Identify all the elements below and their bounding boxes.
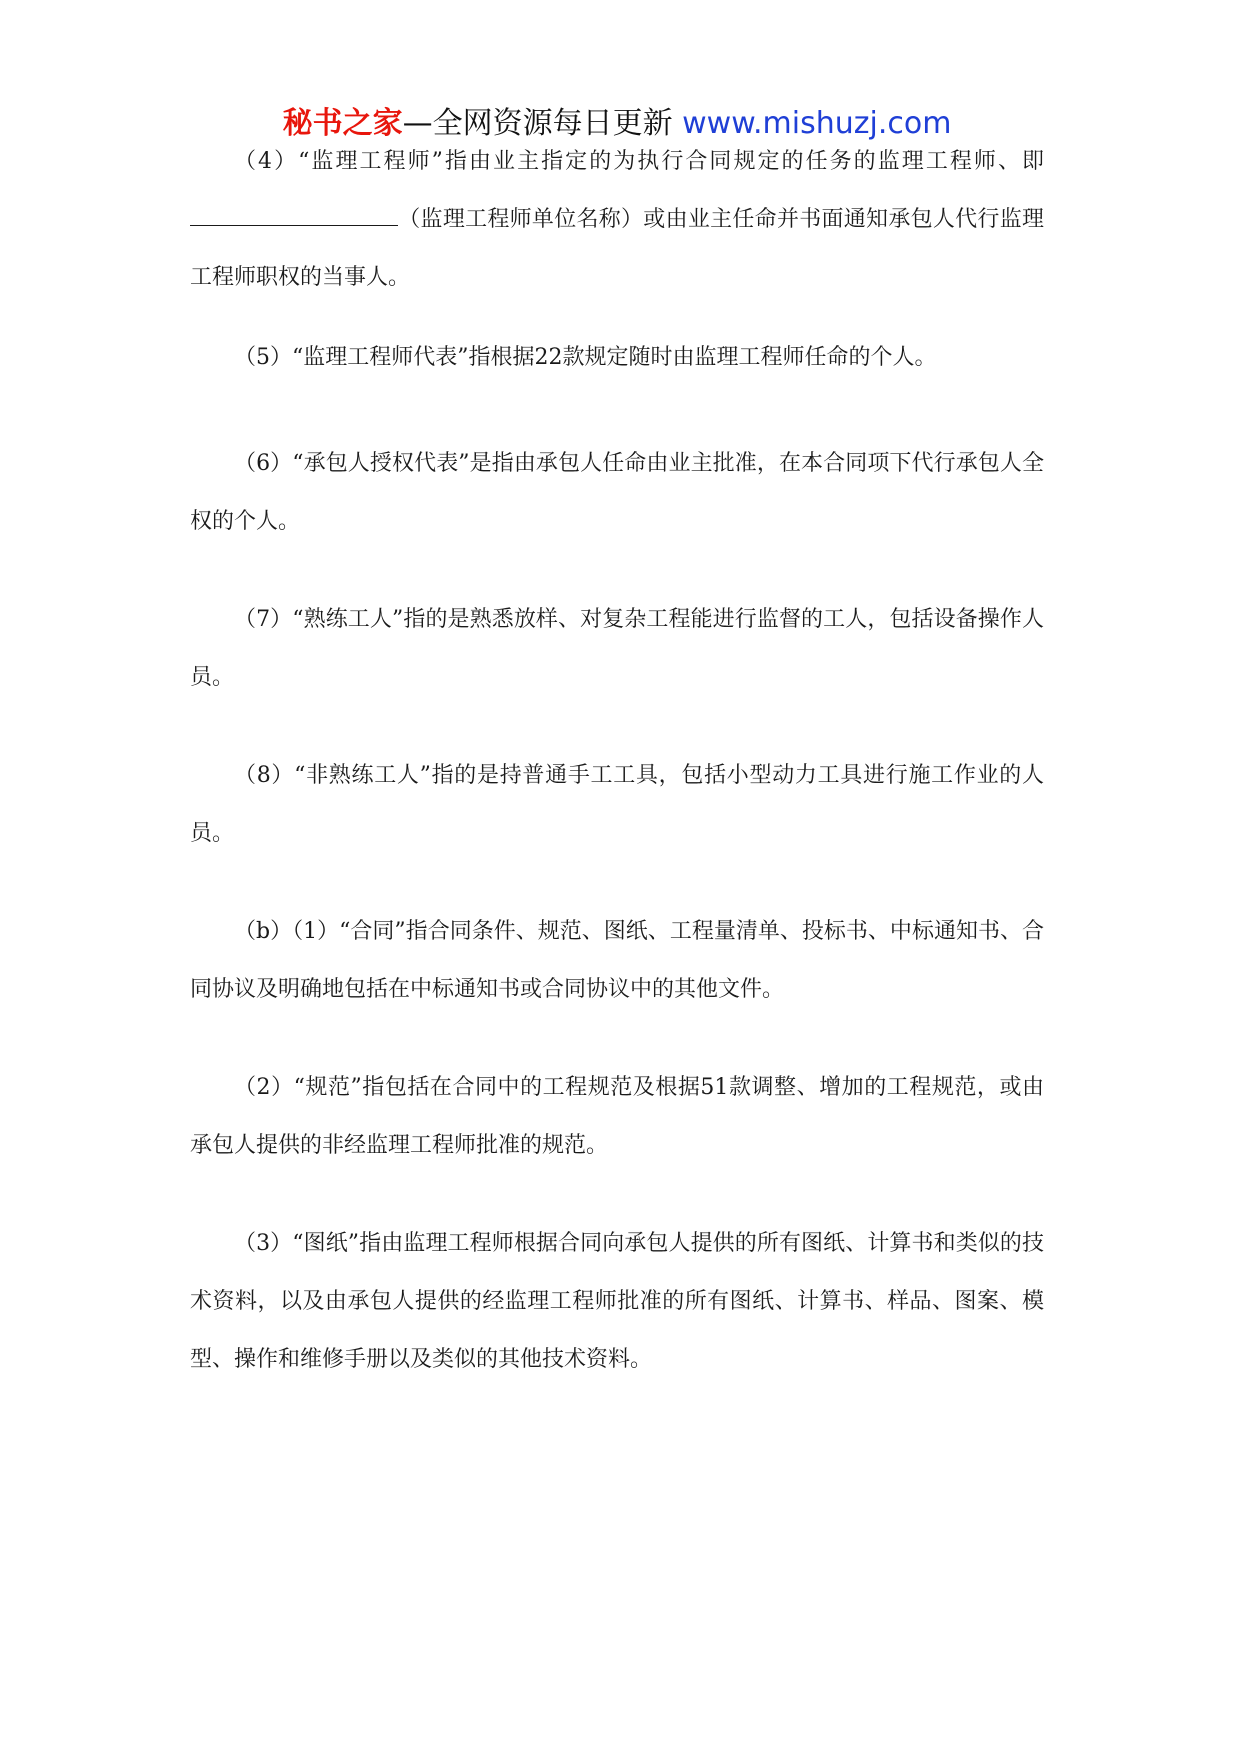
- site-url-link[interactable]: www.mishuzj.com: [682, 106, 952, 141]
- brand-name: 秘书之家: [282, 106, 403, 141]
- paragraph-b1: （b）（1）“合同”指合同条件、规范、图纸、工程量清单、投标书、中标通知书、合同协议及明确地包括在中标通知书或合同协议中的其他文件。: [190, 919, 1044, 1002]
- header-slogan: —全网资源每日更新: [402, 106, 673, 141]
- paragraph-5: （5）“监理工程师代表”指根据22款规定随时由监理工程师任命的个人。: [234, 345, 937, 370]
- paragraph-b2: （2）“规范”指包括在合同中的工程规范及根据51款调整、增加的工程规范，或由承包人提供的非经监理工程师批准的规范。: [190, 1075, 1044, 1158]
- paragraph-4-text-after: （监理工程师单位名称）或由业主任命并书面通知承包人代行监理工程师职权的当事人。: [190, 207, 1044, 290]
- unit-name-blank: [190, 203, 398, 226]
- paragraph-8: （8）“非熟练工人”指的是持普通手工工具，包括小型动力工具进行施工作业的人员。: [190, 763, 1044, 846]
- paragraph-7: （7）“熟练工人”指的是熟悉放样、对复杂工程能进行监督的工人，包括设备操作人员。: [190, 607, 1044, 690]
- paragraph-4: [190, 133, 1044, 307]
- paragraph-4-text-before: （4）“监理工程师”指由业主指定的为执行合同规定的任务的监理工程师、即: [234, 149, 1044, 174]
- paragraph-6: （6）“承包人授权代表”是指由承包人任命由业主批准，在本合同项下代行承包人全权的个人。: [190, 451, 1044, 534]
- paragraph-b3: （3）“图纸”指由监理工程师根据合同向承包人提供的所有图纸、计算书和类似的技术资料，以及由承包人提供的经监理工程师批准的所有图纸、计算书、样品、图案、模型、操作和维修手册以及类似的其他技术资料。: [190, 1231, 1044, 1372]
